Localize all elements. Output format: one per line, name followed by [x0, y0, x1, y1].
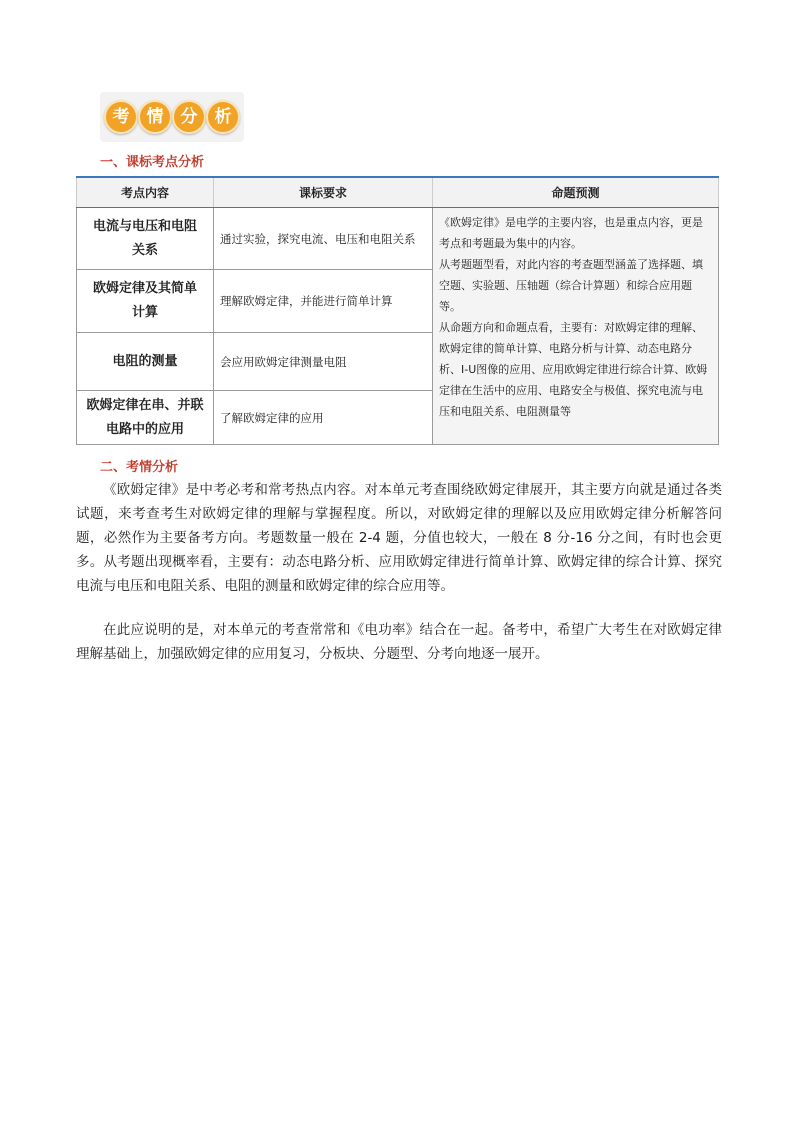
topic-line: 欧姆定律及其简单 [92, 281, 197, 296]
prediction-paragraph: 从考题题型看，对此内容的考查题型涵盖了选择题、填空题、实验题、压轴题（综合计算题）和综合应用题等。 [439, 258, 703, 313]
prediction-cell [433, 208, 719, 445]
badge-char: 分 [172, 100, 206, 134]
topic-line: 计算 [131, 305, 158, 320]
analysis-paragraph: 《欧姆定律》是中考必考和常考热点内容。对本单元考查围绕欧姆定律展开，其主要方向就是通过各类试题，来考查考生对欧姆定律的理解与掌握程度。所以，对欧姆定律的理解以及应用欧姆定律分析解答问题，必然作为主要备考方向。考题数量一般在 2-4 题，分值也较大，一般在 8 分-16 分之间，有时也会更多。从考题出现概率看，主要有：动态电路分析、应用欧姆定律进行简单计算、欧姆定律的综合计算、探究电流与电压和电阻关系、电阻的测量和欧姆定律的综合应用等。 [76, 482, 722, 594]
section-title-curriculum: 一、课标考点分析 [100, 155, 205, 170]
exam-points-table [76, 176, 719, 445]
topic-line: 欧姆定律在串、并联 [86, 397, 204, 413]
table-header-row [77, 177, 719, 208]
requirement-cell: 理解欧姆定律，并能进行简单计算 [214, 270, 433, 333]
badge-char: 考 [104, 100, 138, 134]
topic-line: 关系 [131, 242, 158, 258]
topic-line: 电阻的测量 [112, 353, 178, 369]
requirement-cell: 通过实验，探究电流、电压和电阻关系 [214, 208, 433, 270]
topic-cell [77, 333, 214, 391]
topic-line: 电流与电压和电阻 [92, 218, 197, 234]
badge-char: 情 [138, 100, 172, 134]
column-header-prediction: 命题预测 [433, 177, 719, 208]
analysis-paragraph: 在此应说明的是，对本单元的考查常常和《电功率》结合在一起。备考中，希望广大考生在对欧姆定律理解基础上，加强欧姆定律的应用复习，分板块、分题型、分考向地逐一展开。 [76, 622, 722, 662]
badge-char: 析 [206, 100, 240, 134]
section-title-analysis: 二、考情分析 [100, 460, 179, 475]
prediction-paragraph: 从命题方向和命题点看，主要有：对欧姆定律的理解、欧姆定律的简单计算、电路分析与计算、动态电路分析、I-U图像的应用、应用欧姆定律进行综合计算、欧姆定律在生活中的应用、电路安全与极值、探究电流与电压和电阻关系、电阻测量等 [439, 321, 708, 418]
table-row [77, 208, 719, 270]
column-header-requirement: 课标要求 [214, 177, 433, 208]
topic-line: 电路中的应用 [105, 421, 184, 437]
prediction-paragraph: 《欧姆定律》是电学的主要内容，也是重点内容，更是考点和考题最为集中的内容。 [439, 216, 703, 250]
column-header-topic: 考点内容 [77, 177, 214, 208]
section-header-badge [100, 92, 244, 142]
requirement-cell: 了解欧姆定律的应用 [214, 391, 433, 445]
topic-cell [77, 391, 214, 445]
topic-cell [77, 270, 214, 333]
topic-cell [77, 208, 214, 270]
requirement-cell: 会应用欧姆定律测量电阻 [214, 333, 433, 391]
